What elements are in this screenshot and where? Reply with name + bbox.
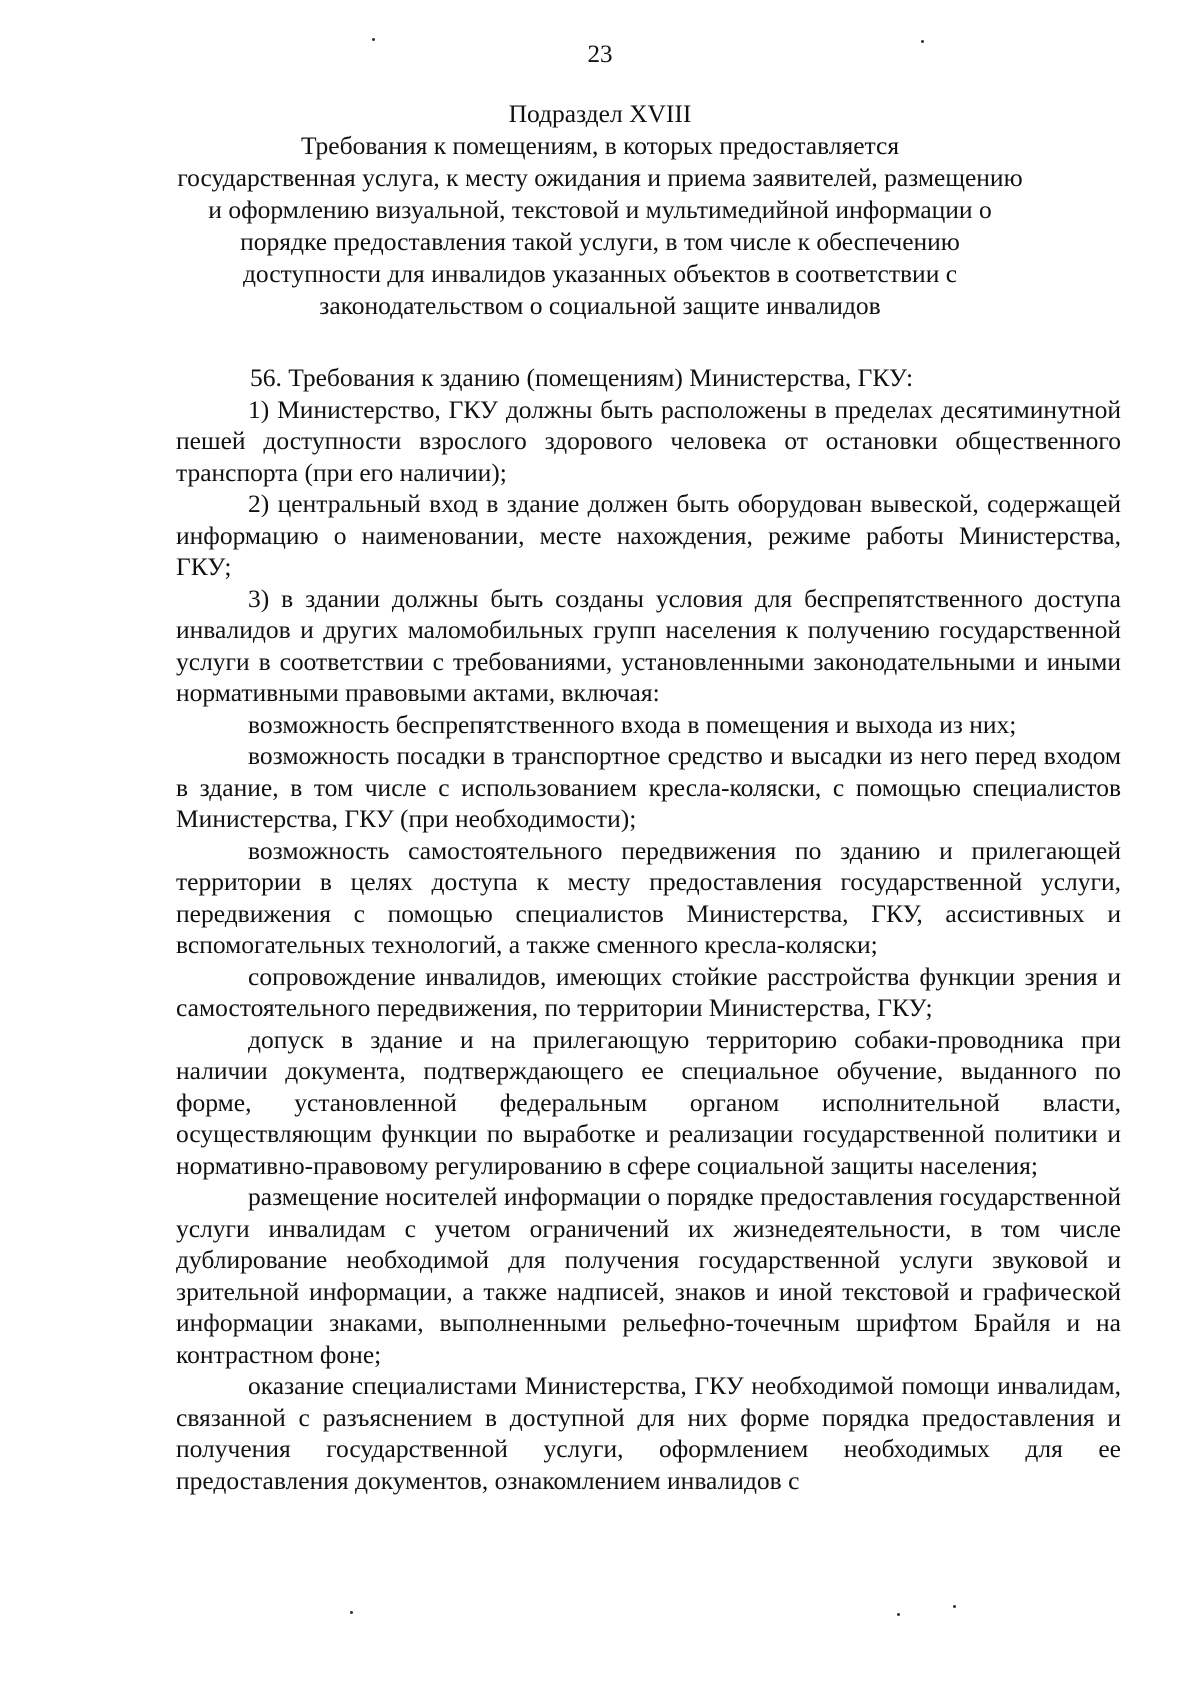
paragraph-list-item: возможность посадки в транспортное средство и высадки из него перед входом в здание, в том числе с использованием кресла-коляски, с помощью специалистов Министерства, ГКУ (при необходимости); (176, 741, 1121, 833)
paragraph-list-item: возможность беспрепятственного входа в помещения и выхода из них; (248, 709, 1017, 739)
scan-speck (953, 1605, 956, 1608)
scan-speck (921, 40, 924, 43)
paragraph-subitem-1: 1) Министерство, ГКУ должны быть расположены в пределах десятиминутной пешей доступности взрослого здорового человека от остановки общественного транспорта (при его наличии); (176, 394, 1121, 487)
paragraph-list-item: допуск в здание и на прилегающую территорию собаки-проводника при наличии документа, подтверждающего ее специальное обучение, выданного по форме, установленной федеральным органом исполнительной власти, осуществляющим функции по выработке и реализации государственной политики и нормативно-правовому регулированию в сфере социальной защиты населения; (176, 1024, 1121, 1180)
paragraph-list-item: размещение носителей информации о порядке предоставления государственной услуги инвалидам с учетом ограничений их жизнедеятельности, в том числе дублирование необходимой для получения государственной услуги звуковой и зрительной информации, а также надписей, знаков и иной текстовой и графической информации знаками, выполненными рельефно-точечным шрифтом Брайля и на контрастном фоне; (176, 1182, 1121, 1369)
subsection-heading-line: порядке предоставления такой услуги, в том числе к обеспечению (240, 227, 960, 256)
scan-speck (372, 38, 375, 41)
paragraph-list-item: сопровождение инвалидов, имеющих стойкие расстройства функции зрения и самостоятельного передвижения, по территории Министерства, ГКУ; (176, 961, 1121, 1022)
subsection-heading (150, 98, 1050, 322)
subsection-heading-line: законодательством о социальной защите инвалидов (319, 291, 881, 320)
subsection-title: Подраздел XVIII (508, 99, 692, 128)
paragraph-list-item: оказание специалистами Министерства, ГКУ необходимой помощи инвалидам, связанной с разъяснением в доступной для них форме порядка предоставления и получения государственной услуги, оформлением необходимых для ее предоставления документов, ознакомлением инвалидов с (176, 1371, 1121, 1495)
paragraph-subitem-2: 2) центральный вход в здание должен быть оборудован вывеской, содержащей информацию о наименовании, месте нахождения, режиме работы Министерства, ГКУ; (176, 489, 1121, 581)
subsection-heading-line: государственная услуга, к месту ожидания и приема заявителей, размещению (177, 163, 1023, 192)
paragraph-list-item: возможность самостоятельного передвижения по зданию и прилегающей территории в целях доступа к месту предоставления государственной услуги, передвижения с помощью специалистов Министерства, ГКУ, ассистивных и вспомогательных технологий, а также сменного кресла-коляски; (176, 835, 1121, 959)
scan-speck (350, 1611, 353, 1614)
subsection-heading-line: Требования к помещениям, в которых предоставляется (300, 131, 900, 160)
paragraph-subitem-3: 3) в здании должны быть созданы условия для беспрепятственного доступа инвалидов и других маломобильных групп населения к получению государственной услуги в соответствии с требованиями, установленными законодательными и иными нормативными правовыми актами, включая: (176, 583, 1121, 707)
subsection-heading-line: и оформлению визуальной, текстовой и мультимедийной информации о (208, 195, 992, 224)
page-number: 23 (587, 41, 613, 68)
subsection-heading-line: доступности для инвалидов указанных объектов в соответствии с (242, 259, 958, 288)
paragraph-item-56: 56. Требования к зданию (помещениям) Министерства, ГКУ: (250, 363, 914, 392)
document-body (176, 362, 1121, 1496)
scan-speck (897, 1613, 900, 1616)
